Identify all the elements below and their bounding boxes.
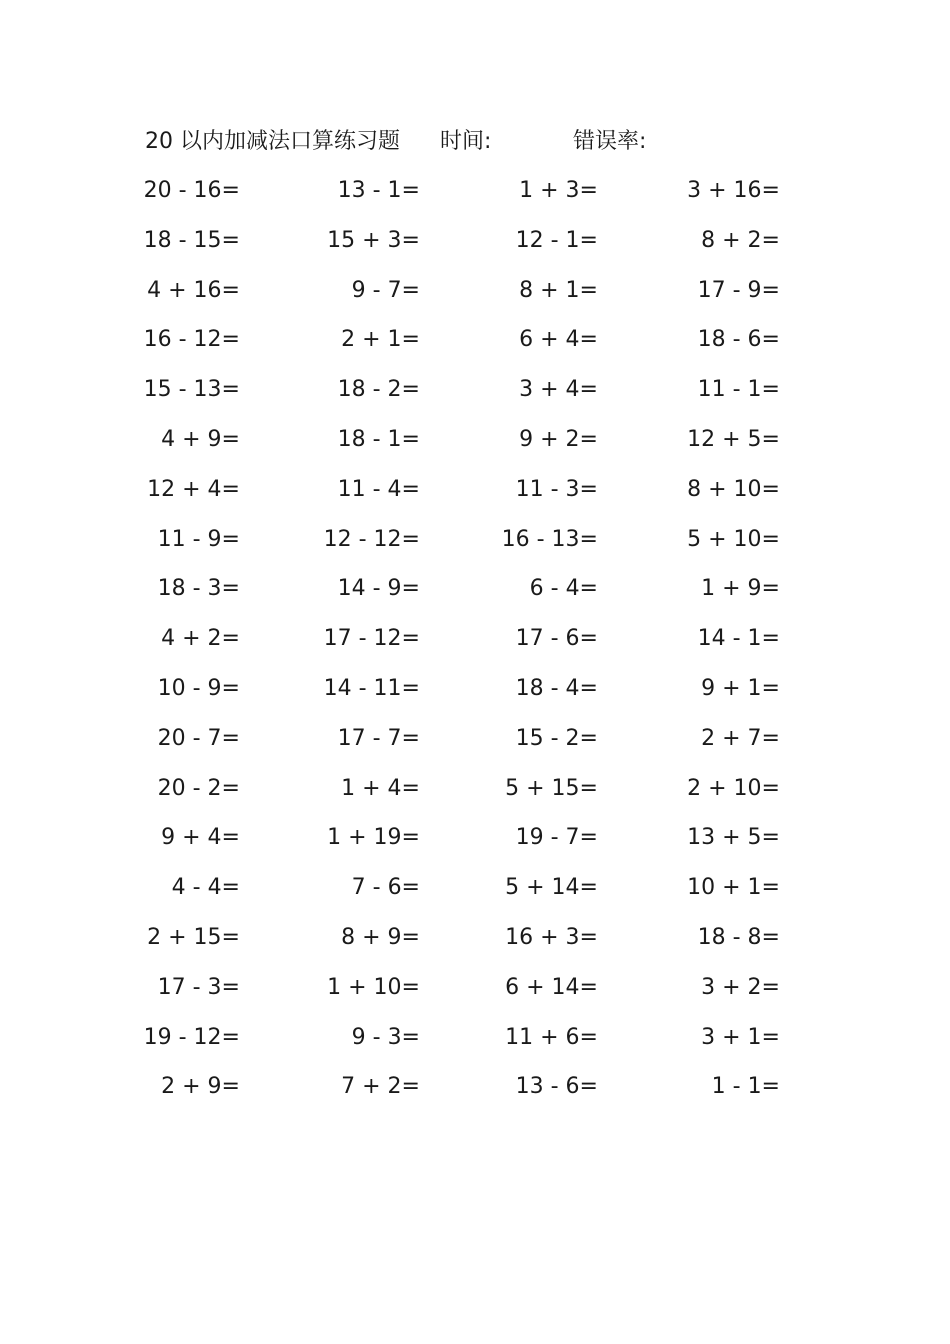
- problem-item: 9 + 2=: [519, 426, 598, 452]
- problem-item: 5 + 15=: [505, 775, 598, 801]
- problem-item: 18 - 8=: [697, 924, 780, 950]
- problem-item: 14 - 11=: [323, 675, 420, 701]
- problem-row: [0, 573, 950, 623]
- problem-item: 14 - 9=: [337, 576, 420, 602]
- problem-item: 17 - 12=: [323, 626, 420, 652]
- problem-item: 8 + 9=: [341, 924, 420, 950]
- problem-item: 18 - 3=: [157, 576, 240, 602]
- problem-item: 8 + 1=: [519, 277, 598, 303]
- problem-item: 16 - 13=: [501, 526, 598, 552]
- problem-item: 18 - 1=: [337, 426, 420, 452]
- problem-item: 20 - 7=: [157, 725, 240, 751]
- problem-item: 11 - 1=: [697, 377, 780, 403]
- problem-row: [0, 673, 950, 723]
- problem-item: 2 + 7=: [701, 725, 780, 751]
- problem-row: [0, 474, 950, 524]
- problem-item: 6 - 4=: [529, 576, 598, 602]
- problem-item: 17 - 6=: [515, 626, 598, 652]
- problem-item: 16 + 3=: [505, 924, 598, 950]
- worksheet-title: 20 以内加减法口算练习题: [145, 129, 400, 154]
- problem-item: 5 + 14=: [505, 875, 598, 901]
- time-label: 时间:: [440, 129, 492, 154]
- problem-row: [0, 822, 950, 872]
- problem-item: 1 - 1=: [711, 1074, 780, 1100]
- problem-item: 19 - 7=: [515, 825, 598, 851]
- problem-item: 12 - 1=: [515, 227, 598, 253]
- problem-item: 15 + 3=: [327, 227, 420, 253]
- problem-item: 9 - 7=: [351, 277, 420, 303]
- problem-item: 19 - 12=: [143, 1024, 240, 1050]
- problem-item: 10 - 9=: [157, 675, 240, 701]
- problem-item: 5 + 10=: [687, 526, 780, 552]
- problem-item: 3 + 4=: [519, 377, 598, 403]
- problem-item: 13 + 5=: [687, 825, 780, 851]
- problem-row: [0, 175, 950, 225]
- problem-item: 17 - 3=: [157, 974, 240, 1000]
- problem-row: [0, 623, 950, 673]
- problem-item: 4 - 4=: [171, 875, 240, 901]
- problem-row: [0, 424, 950, 474]
- problem-item: 3 + 2=: [701, 974, 780, 1000]
- problem-item: 11 + 6=: [505, 1024, 598, 1050]
- problem-item: 14 - 1=: [697, 626, 780, 652]
- problem-item: 6 + 4=: [519, 327, 598, 353]
- problem-item: 12 - 12=: [323, 526, 420, 552]
- problem-grid: [0, 175, 950, 1121]
- problem-item: 10 + 1=: [687, 875, 780, 901]
- problem-item: 9 + 4=: [161, 825, 240, 851]
- problem-item: 11 - 3=: [515, 476, 598, 502]
- problem-item: 3 + 16=: [687, 178, 780, 203]
- problem-item: 1 + 10=: [327, 974, 420, 1000]
- problem-item: 2 + 15=: [147, 924, 240, 950]
- problem-item: 12 + 5=: [687, 426, 780, 452]
- problem-item: 1 + 9=: [701, 576, 780, 602]
- problem-row: [0, 872, 950, 922]
- error-rate-label: 错误率:: [573, 129, 647, 154]
- problem-item: 8 + 2=: [701, 227, 780, 253]
- problem-item: 18 - 4=: [515, 675, 598, 701]
- problem-item: 18 - 2=: [337, 377, 420, 403]
- problem-item: 18 - 6=: [697, 327, 780, 353]
- problem-row: [0, 972, 950, 1022]
- problem-row: [0, 1071, 950, 1121]
- problem-row: [0, 275, 950, 325]
- problem-item: 11 - 4=: [337, 476, 420, 502]
- problem-item: 17 - 9=: [697, 277, 780, 303]
- problem-item: 9 - 3=: [351, 1024, 420, 1050]
- problem-row: [0, 1022, 950, 1072]
- problem-item: 7 - 6=: [351, 875, 420, 901]
- problem-item: 2 + 9=: [161, 1074, 240, 1100]
- worksheet-header: [145, 126, 845, 158]
- problem-item: 9 + 1=: [701, 675, 780, 701]
- problem-item: 4 + 16=: [147, 277, 240, 303]
- problem-item: 16 - 12=: [143, 327, 240, 353]
- problem-row: [0, 524, 950, 574]
- problem-item: 18 - 15=: [143, 227, 240, 253]
- problem-item: 4 + 9=: [161, 426, 240, 452]
- problem-row: [0, 773, 950, 823]
- problem-item: 4 + 2=: [161, 626, 240, 652]
- problem-row: [0, 922, 950, 972]
- problem-row: [0, 225, 950, 275]
- problem-item: 2 + 1=: [341, 327, 420, 353]
- problem-item: 2 + 10=: [687, 775, 780, 801]
- problem-item: 15 - 2=: [515, 725, 598, 751]
- problem-item: 11 - 9=: [157, 526, 240, 552]
- problem-row: [0, 324, 950, 374]
- problem-item: 13 - 1=: [337, 178, 420, 203]
- problem-item: 20 - 2=: [157, 775, 240, 801]
- problem-item: 15 - 13=: [143, 377, 240, 403]
- problem-item: 20 - 16=: [143, 178, 240, 203]
- problem-item: 8 + 10=: [687, 476, 780, 502]
- problem-row: [0, 723, 950, 773]
- problem-item: 6 + 14=: [505, 974, 598, 1000]
- problem-item: 1 + 3=: [519, 178, 598, 203]
- problem-row: [0, 374, 950, 424]
- problem-item: 17 - 7=: [337, 725, 420, 751]
- problem-item: 1 + 19=: [327, 825, 420, 851]
- problem-item: 7 + 2=: [341, 1074, 420, 1100]
- problem-item: 3 + 1=: [701, 1024, 780, 1050]
- problem-item: 1 + 4=: [341, 775, 420, 801]
- problem-item: 12 + 4=: [147, 476, 240, 502]
- problem-item: 13 - 6=: [515, 1074, 598, 1100]
